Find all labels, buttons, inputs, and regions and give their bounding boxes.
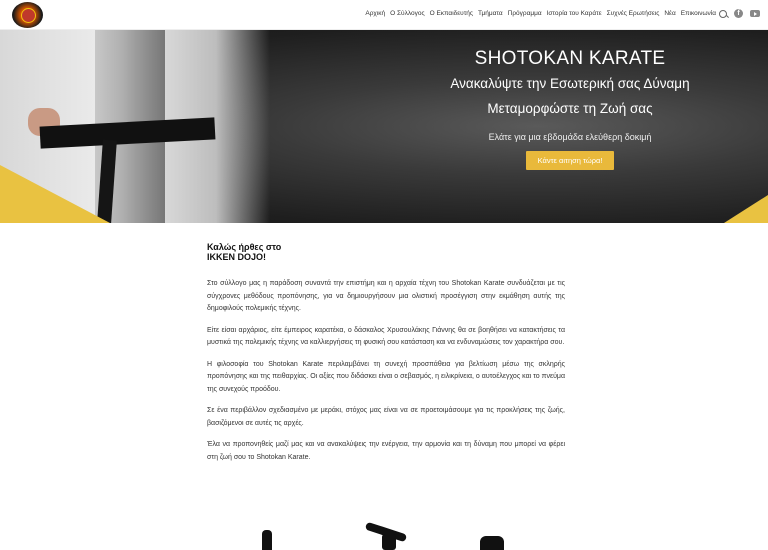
nav-item-faq[interactable]: Συχνές Ερωτήσεις [606, 10, 660, 17]
intro-paragraph-3: Η φιλοσοφία του Shotokan Karate περιλαμβάνει τη συνεχή προσπάθεια για βελτίωση μέσω της σκληρής προπόνησης και της πειθαρχίας. Οι αξίες που διδάσκει είναι ο σεβασμός, η ειλικρίνεια, ο αυτοέλεγχος και το πνεύμα της συνεχούς προόδου. [207, 360, 565, 393]
search-icon[interactable] [719, 10, 727, 18]
site-header [0, 0, 768, 30]
nav-item-contact[interactable]: Επικοινωνία [680, 10, 716, 17]
hero-banner [0, 30, 768, 223]
apply-now-button[interactable]: Κάντε αιτηση τώρα! [526, 151, 615, 170]
karate-silhouettes [0, 524, 768, 550]
accent-triangle-right [724, 195, 768, 223]
nav-item-club[interactable]: Ο Σύλλογος [390, 10, 425, 17]
welcome-line-1: Καλώς ήρθες στο [207, 242, 282, 252]
welcome-heading [207, 242, 565, 262]
hero-text-block [420, 48, 720, 170]
nav-item-instructor[interactable]: Ο Εκπαιδευτής [429, 10, 474, 17]
nav-item-schedule[interactable]: Πρόγραμμα [507, 10, 542, 17]
nav-item-classes[interactable]: Τμήματα [478, 10, 503, 17]
intro-paragraph-1: Στο σύλλογο μας η παράδοση συναντά την επιστήμη και η αρχαία τέχνη του Shotokan Karate συνδυάζεται με τις σύγχρονες μεθόδους προπόνησης, για να δημιουργήσουν μια ολιστική προσέγγιση στην εκμάθηση αυτής της δημοφιλούς πολεμικής τέχνης. [207, 280, 565, 312]
intro-paragraph-2: Είτε είσαι αρχάριος, είτε έμπειρος καρατέκα, ο δάσκαλος Χρυσουλάκης Γιάννης θα σε βοηθήσει να κατακτήσεις τα μυστικά της πολεμικής τέχνης να καλλιεργήσεις τη φυσική σου κατάσταση και να ενδυναμώσεις τον χαρακτήρα σου. [207, 326, 565, 346]
nav-item-history[interactable]: Ιστορία του Καράτε [546, 10, 602, 17]
hero-offer-text: Ελάτε για μια εβδομάδα ελεύθερη δοκιμή [488, 132, 652, 142]
hero-title: SHOTOKAN KARATE [474, 48, 666, 69]
silhouette-2b [382, 534, 396, 550]
header-icons [719, 9, 760, 18]
logo-emblem [21, 8, 36, 23]
accent-triangle-left [0, 165, 110, 223]
hero-tagline-1: Ανακαλύψτε την Εσωτερική σας Δύναμη [450, 76, 690, 91]
nav-item-home[interactable]: Αρχική [365, 10, 386, 17]
hero-tagline-2: Μεταμορφώστε τη Ζωή σας [487, 101, 653, 116]
nav-item-news[interactable]: Νέα [664, 10, 676, 17]
main-nav [365, 10, 716, 17]
intro-paragraph-4: Σε ένα περιβάλλον σχεδιασμένο με μεράκι, στόχος μας είναι να σε προετοιμάσουμε για τις προκλήσεις της ζωής, βασιζόμενοι σε αυτές τις αρχές. [207, 407, 565, 427]
silhouette-3 [480, 536, 504, 550]
facebook-icon[interactable]: f [734, 9, 743, 18]
welcome-section [207, 242, 565, 473]
intro-paragraph-5: Έλα να προπονηθείς μαζί μας και να ανακαλύψεις την ενέργεια, την αρμονία και τη δύναμη που μπορεί να φέρει στη ζωή σου το Shotokan Karate. [207, 441, 565, 461]
welcome-line-2: IKKEN DOJO! [207, 252, 267, 262]
dojo-logo-icon[interactable] [12, 2, 43, 28]
youtube-icon[interactable] [750, 10, 760, 17]
silhouette-1 [262, 530, 272, 550]
